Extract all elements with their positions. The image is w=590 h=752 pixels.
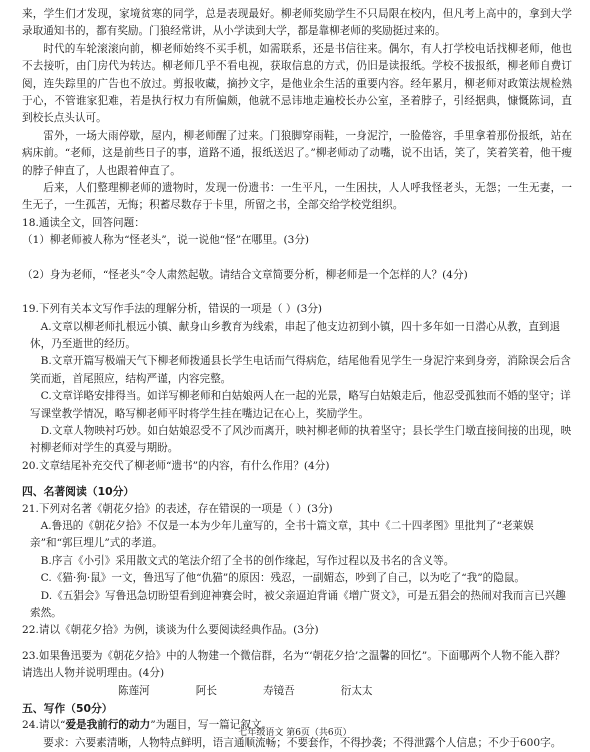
question-24-title-suffix: ”为题目，写一篇记叙文。 <box>150 719 273 732</box>
question-21-option-c: C.《猫·狗·鼠》一文，鲁迅写了他“仇猫”的原因：残忍，一副媚态，吵到了自己，以为吃了“我”的隐鼠。 <box>40 572 526 585</box>
answer-space <box>22 250 572 267</box>
question-21-option-d: D.《五猖会》写鲁迅急切盼望看到迎神赛会时，被父亲逼迫背诵《增广贤文》，可是五猖会的热闹对我而言已兴趣索然。 <box>30 589 566 619</box>
question-22: 22.请以《朝花夕拾》为例，谈谈为什么要阅读经典作品。(3分) <box>22 624 319 637</box>
passage-paragraph: 后来，人们整理柳老师的遗物时，发现一份遗书：一生平凡，一生困扶，人人呼我怪老头，无怨；一生无妻，一生无子，一生孤苦，无悔；积蓄尽数存于卡里，所留之书，全部交给学校党组织。 <box>22 182 572 212</box>
page-footer: 七年级语文 第6页（共6页） <box>238 728 352 738</box>
question-21-option-b: B.序言《小引》采用散文式的笔法介绍了全书的创作缘起，写作过程以及书名的含义等。 <box>40 554 455 567</box>
question-19-option-a: A.文章以柳老师扎根远小镇、献身山乡教育为线索，串起了他支边初到小镇，四十多年如一日潜心从教，直到退休，乃至逝世的经历。 <box>30 320 561 350</box>
section-4-heading: 四、名著阅读（10分） <box>22 485 135 499</box>
question-20: 20.文章结尾补充交代了柳老师“遗书”的内容，有什么作用？(4分) <box>22 459 330 472</box>
question-24-title-prefix: 24.请以“ <box>22 719 66 732</box>
section-5-heading: 五、写作（50分） <box>22 702 113 716</box>
question-18-sub1: （1）柳老师被人称为“怪老头”，说一说他“怪”在哪里。(3分) <box>22 234 310 247</box>
question-19-title: 19.下列有关本文写作手法的理解分析，错误的一项是（ ）(3分) <box>22 303 323 316</box>
question-19-option-b: B.文章开篇写极端天气下柳老师拨通县长学生电话而气得病危，结尾他看见学生一身泥泞来到身旁，消除误会后含笑而逝，首尾照应，结构严谨，内容完整。 <box>30 355 571 385</box>
answer-space <box>22 284 572 301</box>
question-18-sub2: （2）身为老师，“怪老头”令人肃然起敬。请结合文章简要分析，柳老师是一个怎样的人？(4分) <box>22 268 468 281</box>
question-21-option-a: A.鲁迅的《朝花夕拾》不仅是一本为少年儿童写的，全书十篇文章，其中《二十四孝图》里批判了“老莱娱亲”和“郭巨埋儿”式的孝道。 <box>30 519 534 550</box>
essay-topic: 爱是我前行的动力 <box>65 719 151 732</box>
passage-paragraph: 时代的车轮滚滚向前，柳老师始终不买手机，如需联系，还是书信往来。偶尔，有人打学校电话找柳老师，他也不去接听，由门房代为转达。柳老师几乎不看电视，获取信息的方式，仍旧是读报纸。学校不拔报纸，柳老师自费订阅，连失踪里的广告也不放过。剪报收藏，摘抄文字，是他业余生活的重要内容。经年累月，柳老师对政策法规检熟于心，不管谁家犯难，若是执行权力有所偏颇，他就不忌讳地走遍校长办公室，圣着脖子，引经据典，慷慨陈词，直到校长点头认可。 <box>22 42 572 125</box>
essay-requirements: 要求：六要素清晰，人物特点鲜明，语言通顺流畅；不要套作，不得抄袭；不得泄露个人信息；不少于600字。 <box>43 736 562 749</box>
character-name: 衍太太 <box>340 684 373 697</box>
character-options <box>22 683 572 700</box>
question-18-title: 18.通读全文，回答问题： <box>22 216 145 229</box>
question-23-title: 23.如果鲁迅要为《朝花夕拾》中的人物建一个微信群，名为“‘朝花夕拾’之温馨的回忆”。下面哪两个人物不能入群？请选出人物并说明理由。(4分) <box>22 649 565 680</box>
passage-paragraph: 来，学生们才发现，家境贫寒的同学，总是表现最好。柳老师奖励学生不只局限在校内，但凡考上高中的，拿到大学录取通知书的，都有奖励。门狼经常讲，从小学读到大学，都是靠柳老师的奖励挺过来的。 <box>22 8 572 38</box>
character-name: 寿镜吾 <box>262 684 295 697</box>
character-name: 陈莲河 <box>118 684 150 697</box>
answer-space <box>22 475 572 483</box>
question-19-option-c: C.文章详略安排得当。如详写柳老师和白姑娘两人在一起的光景，略写白姑娘走后，他忍受孤独而不婚的坚守；详写课堂教学情况，略写柳老师平时将学生挂在嘴边记在心上，奖励学生。 <box>30 390 571 420</box>
character-name: 阿长 <box>195 684 217 697</box>
question-19-option-d: D.文章人物映衬巧妙。如白姑娘忍受不了风沙而离开，映衬柳老师的执着坚守；县长学生门墩直接间接的出现，映衬柳老师对学生的真爱与期盼。 <box>30 424 572 455</box>
passage-paragraph: 雷外，一场大雨停歇，屋内，柳老师醒了过来。门狼脚穿雨鞋，一身泥泞，一脸倦容，手里拿着那份报纸，站在病床前。“老师，这是前些日子的事，道路不通，报纸送迟了。”柳老师动了动嘴，说不出话，笑了，笑着笑着，他干瘦的脖子伸直了，人也跟着伸直了。 <box>22 129 572 177</box>
answer-space <box>22 640 572 648</box>
question-21-title: 21.下列对名著《朝花夕拾》的表述，存在错误的一项是（ ）(3分) <box>22 502 333 515</box>
